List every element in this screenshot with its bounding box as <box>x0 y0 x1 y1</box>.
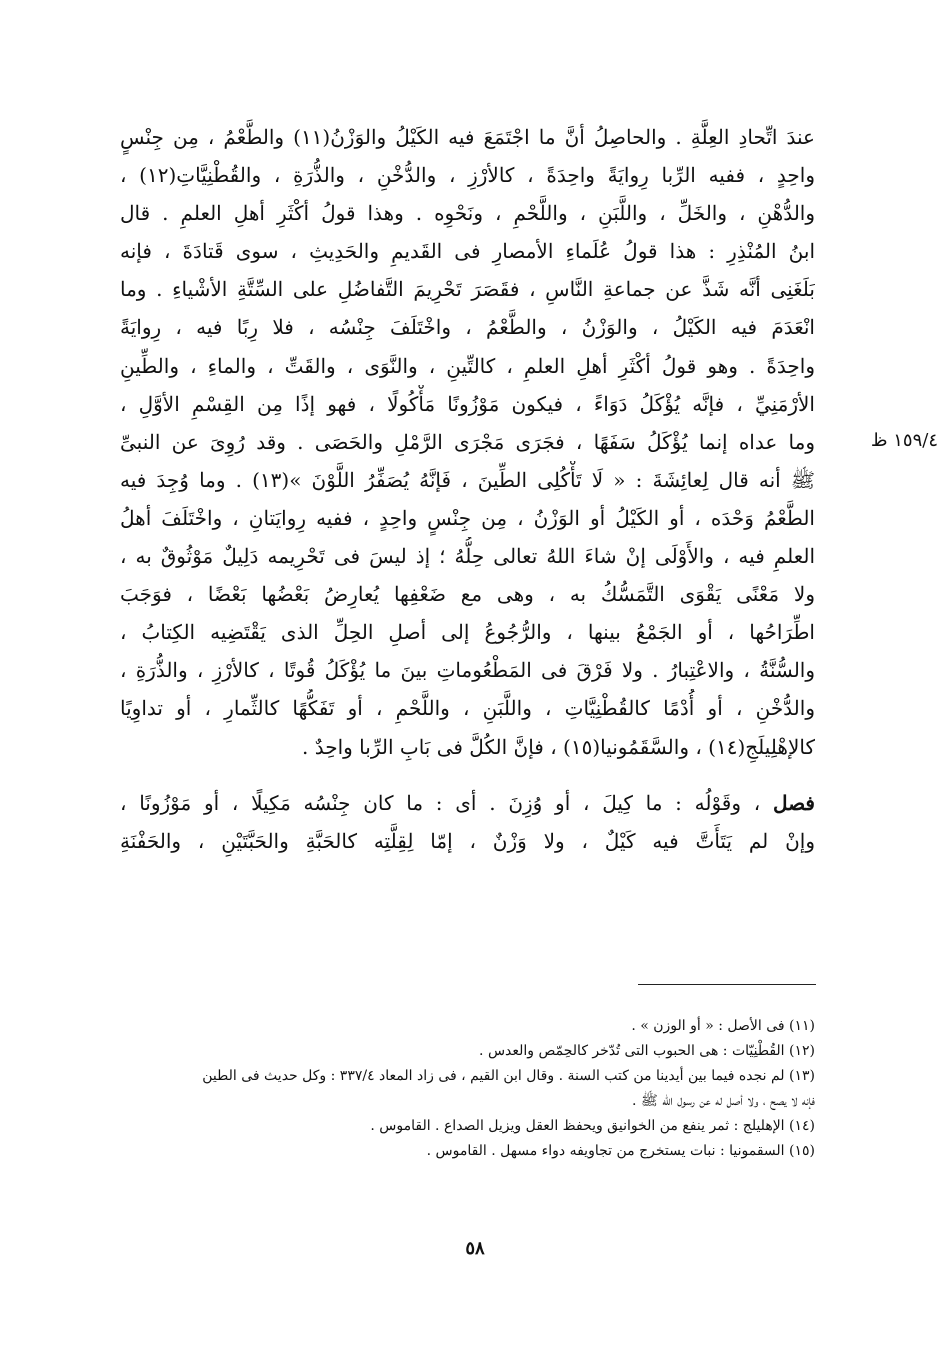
footnote: (١٥) السقمونيا : نبات يستخرج من تجاويفه دواء مسهل . القاموس . <box>426 1143 815 1159</box>
fasl-heading: فصل <box>772 790 815 815</box>
text-line: العلمِ فيه ، والأَوْلَى إنْ شاءَ اللهُ تعالى حِلُّهُ ؛ إذ ليسَ فى تَحْرِيمه دَلِيلٌ مَوْثُوقٌ به ، <box>120 544 815 569</box>
text-line: اطِّرَاحُها ، أو الجَمْعُ بينها ، والرُّجُوعُ إلى أصلِ الحِلِّ الذى يَقْتَضِيه الكِتابُ ، <box>120 620 815 645</box>
margin-folio-reference: ١٥٩/٤ ظ <box>870 430 938 451</box>
footnotes <box>120 1014 815 1164</box>
footnote: (١٣) لم نجده فيما بين أيدينا من كتب السنة . وقال ابن القيم ، فى زاد المعاد ٣٣٧/٤ : وكل حديث فى الطين <box>202 1068 815 1084</box>
footnote-separator <box>638 984 816 985</box>
text-line: ابنُ المُنْذِرِ : هذا قولُ عُلَماءِ الأمصارِ فى القَديمِ والحَدِيثِ ، سوى قَتادَةَ ، فإنه <box>120 239 815 264</box>
text-line: انْعَدَمَ فيه الكَيْلُ ، والوَزْنُ ، والطَّعْمُ ، واخْتَلَفَ جِنْسُه ، فلا رِبًا فيه ، رِوايَةً <box>120 315 815 340</box>
text-line: ولا مَعْنًى يَقْوَى التَّمَسُّكُ به ، وهى مع ضَعْفِها يُعارِضُ بَعْضُها بَعْضًا ، فوَجَبَ <box>120 582 815 607</box>
text-line: واحِدٍ ، ففيه الرِّبا رِوايَةً واحِدَةً ، كالأرْزِ ، والدُّخْنِ ، والذُّرَةِ ، والقُطْنِيَّاتِ(١٢) ، <box>120 163 815 188</box>
text-line: ﷺ أنه قال لِعائِشَةَ : « لَا تَأْكُلِى الطِّينَ ، فَإنَّهُ يُصَفِّرُ اللَّوْنَ »(١٣) . وما وُجِدَ فيه <box>120 467 815 492</box>
fasl-line <box>120 784 815 822</box>
footnote-continuation: فإنه لا يصح ، ولا أصل له عن رسول الله ﷺ . <box>632 1093 815 1109</box>
text-line: بَلَغَنِى أنَّه شَذَّ عن جماعةِ النَّاسِ ، فقَصَرَ تَحْرِيمَ التَّفاضُلِ على السِّتَّةِ الأشْياءِ . وما <box>120 277 815 302</box>
text-line: الطَّعْمُ وَحْدَه ، أو الكَيْلُ أو الوَزْنُ ، مِن جِنْسٍ واحِدٍ ، ففيه رِوايَتانِ ، واخْتَلَفَ أهلُ <box>120 505 815 530</box>
text-line: والدُّهْنِ ، والخَلِّ ، واللَّبَنِ ، واللَّحْمِ ، ونَحْوِه . وهذا قولُ أكْثَرِ أهلِ العلمِ . قال <box>120 201 815 226</box>
page-number: ٥٨ <box>465 1238 485 1259</box>
text-line: وما عداه إنما يُؤْكَلُ سَفَهًا ، فجَرَى مَجْرَى الرَّمْلِ والحَصَى . وقد رُوِىَ عن النبىِّ <box>120 429 815 454</box>
main-text <box>120 118 815 860</box>
text-line: والدُّخْنِ ، أو أُدْمًا كالقُطْنِيَّاتِ ، واللَّبَنِ ، واللَّحْمِ ، أو تَفَكُّهًا كالثِّمارِ ، أو تداوِيًا <box>120 696 815 721</box>
footnote: (١٢) القُطْنِيّات : هى الحبوب التى تُدّخر كالحِمّص والعدس . <box>479 1043 815 1059</box>
footnote: (١١) فى الأصل : « أو الوزن » . <box>631 1018 815 1034</box>
text-line: عندَ اتِّحادِ العِلَّةِ . والحاصِلُ أنَّ ما اجْتَمَعَ فيه الكَيْلُ والوَزْنُ(١١) والطَّعْمُ ، مِن جِنْسٍ <box>120 125 815 149</box>
text-line: واحِدَةً . وهو قولُ أكْثَرِ أهلِ العلمِ ، كالتِّينِ ، والنَّوَى ، والقَتِّ ، والماءِ ، والطِّينِ <box>120 353 815 378</box>
text-line: والسُّنَّةُ ، والاعْتِبارُ . ولا فَرْقَ فى المَطْعُوماتِ بينَ ما يُؤْكَلُ قُوتًا ، كالأرْزِ ، والذُّرَةِ ، <box>120 658 815 683</box>
paragraph-gap <box>120 766 815 784</box>
footnote: (١٤) الإهليلج : ثمر ينفع من الخوانيق ويحفظ العقل ويزيل الصداع . القاموس . <box>370 1118 815 1134</box>
text-line: كالإهْلِيلَجِ(١٤) ، والسَّقَمُونيا(١٥) ، فإنَّ الكُلَّ فى بَابِ الرِّبا واحِدٌ . <box>302 734 815 759</box>
text-line: وإنْ لم يَتَأَتَّ فيه كَيْلٌ ، ولا وَزْنٌ ، إمّا لِقِلَّتِه كالحَبَّةِ والحَبَّتَيْنِ ، والحَفْنَةِ <box>120 828 815 853</box>
text-line: الأرْمَنِيِّ ، فإنَّه يُؤْكَلُ دَوَاءً ، فيكون مَوْزُونًا مَأْكُولًا ، فهو إذًا مِن القِسْمِ الأوَّلِ ، <box>120 391 815 416</box>
fasl-text: ، وقَوْلُه : ما كِيلَ ، أو وُزِنَ . أى : ما كان جِنْسُه مَكِيلًا ، أو مَوْزُونًا ، <box>120 790 761 815</box>
